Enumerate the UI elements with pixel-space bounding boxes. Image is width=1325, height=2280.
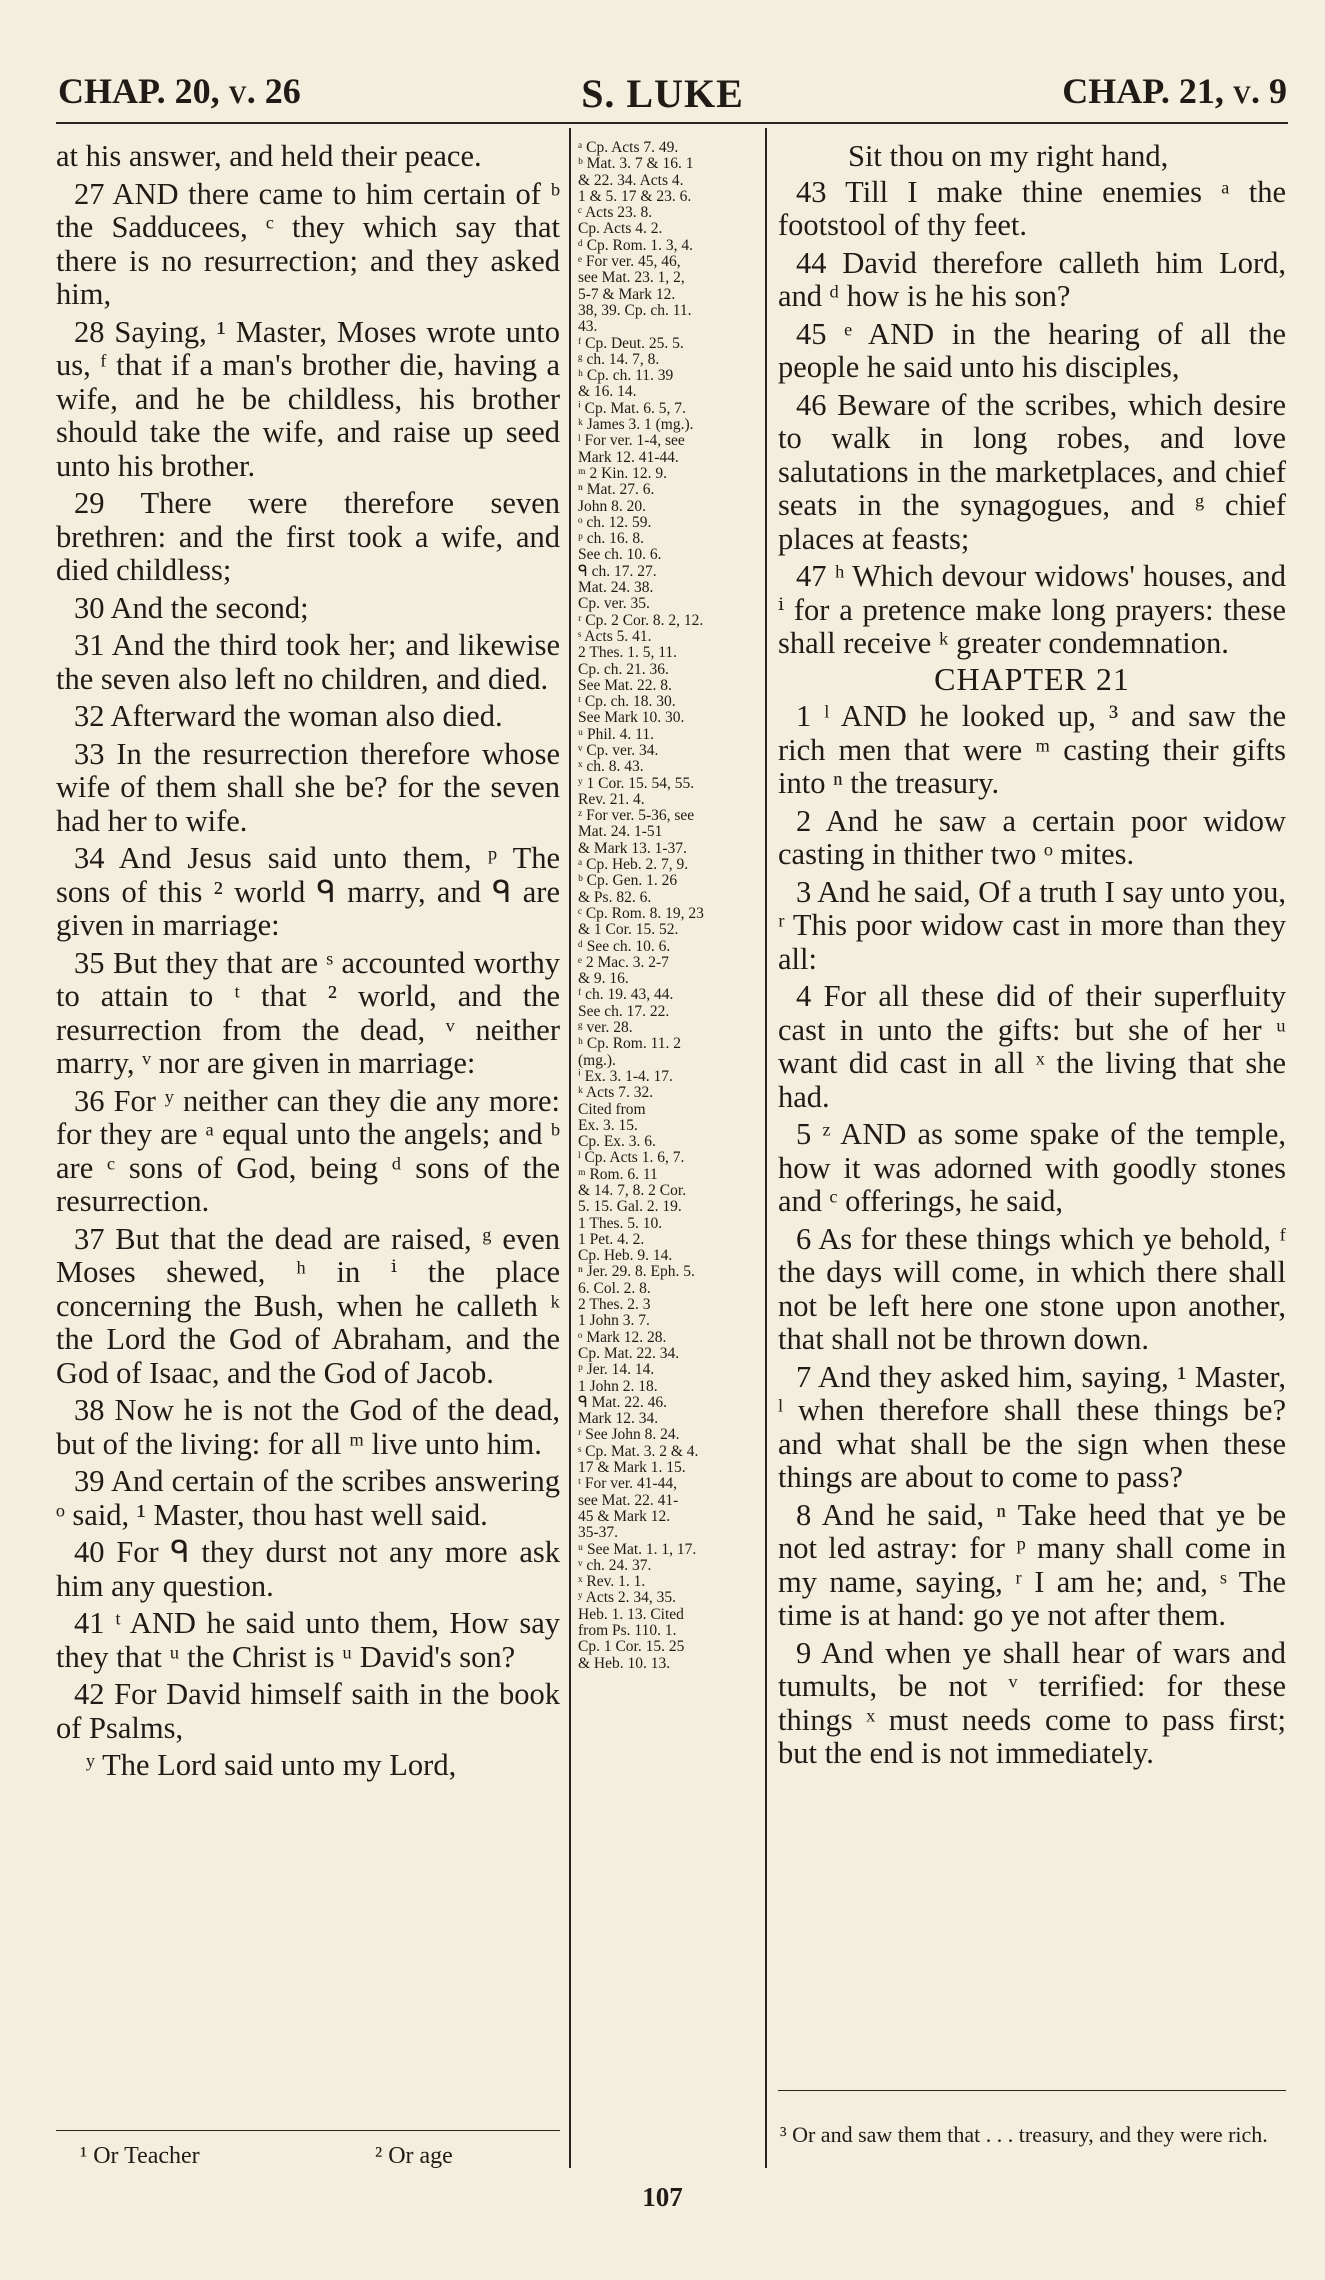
footnote-age: ² Or age — [375, 2143, 453, 2169]
cross-reference-line: ᵏ Acts 7. 32. — [578, 1084, 654, 1102]
cross-reference-line: & 16. 14. — [578, 383, 637, 401]
cross-reference-line: & 9. 16. — [578, 970, 629, 988]
cross-reference-line: ᵈ Cp. Rom. 1. 3, 4. — [578, 236, 694, 254]
cross-reference-line: Cp. ver. 35. — [578, 595, 650, 613]
verse: 3 And he said, Of a truth I say unto you, ʳ This poor widow cast in more than they all: — [778, 874, 1286, 976]
cross-reference-line: ᶜ Cp. Rom. 8. 19, 23 — [578, 904, 704, 922]
cross-reference-line: ᶜ Acts 23. 8. — [578, 204, 653, 222]
cross-reference-line: ᶠ ch. 19. 43, 44. — [578, 986, 674, 1004]
verse: 44 David therefore calleth him Lord, and ᵈ how is he his son? — [778, 245, 1286, 313]
header-rule — [56, 122, 1288, 124]
verse: 41 ᵗ AND he said unto them, How say they that ᵘ the Christ is ᵘ David's son? — [56, 1606, 560, 1674]
cross-reference-line: see Mat. 22. 41- — [578, 1491, 679, 1509]
cross-reference-line: (mg.). — [578, 1051, 616, 1069]
cross-reference-line: 1 & 5. 17 & 23. 6. — [578, 187, 692, 205]
running-head-right: CHAP. 21, v. 9 — [1062, 71, 1287, 111]
footnote-rule-left — [56, 2130, 560, 2131]
verse: 2 And he saw a certain poor widow casting in thither two ᵒ mites. — [778, 803, 1286, 871]
verse: 45 ᵉ AND in the hearing of all the people he said unto his disciples, — [778, 316, 1286, 384]
cross-reference-line: Mat. 24. 1-51 — [578, 823, 663, 841]
cross-reference-line: ᵉ For ver. 45, 46, — [578, 253, 681, 271]
cross-reference-line: ʰ Cp. Rom. 11. 2 — [578, 1035, 682, 1053]
cross-reference-line: ʸ Acts 2. 34, 35. — [578, 1589, 677, 1607]
cross-reference-line: 17 & Mark 1. 15. — [578, 1459, 686, 1477]
cross-reference-line: & Heb. 10. 13. — [578, 1654, 671, 1672]
cross-reference-line: ⁿ Mat. 27. 6. — [578, 481, 655, 499]
cross-reference-line: Mark 12. 34. — [578, 1410, 659, 1428]
cross-reference-line: ᑫ Mat. 22. 46. — [578, 1393, 667, 1411]
cross-reference-line: Cp. ch. 21. 36. — [578, 660, 669, 678]
verse: ʸ The Lord said unto my Lord, — [86, 1748, 457, 1782]
page-number: 107 — [642, 2182, 683, 2212]
cross-reference-line: ᵛ Cp. ver. 34. — [578, 741, 659, 759]
cross-reference-line: & 22. 34. Acts 4. — [578, 171, 684, 189]
cross-reference-line: ⁱ Ex. 3. 1-4. 17. — [578, 1067, 673, 1085]
cross-reference-line: ᵏ James 3. 1 (mg.). — [578, 416, 694, 434]
column-rule-right — [765, 128, 767, 2168]
column-rule-left — [569, 128, 571, 2168]
cross-reference-line: 1 Thes. 5. 10. — [578, 1214, 663, 1232]
verse: 8 And he said, ⁿ Take heed that ye be not led astray: for ᵖ many shall come in my name, saying, ʳ I am he; and, ˢ The time is at hand: go ye not after them. — [778, 1497, 1286, 1632]
cross-reference-line: ʳ Cp. 2 Cor. 8. 2, 12. — [578, 611, 704, 629]
cross-reference-line: ᵘ Phil. 4. 11. — [578, 725, 654, 743]
cross-reference-line: 6. Col. 2. 8. — [578, 1279, 651, 1297]
verse: at his answer, and held their peace. — [56, 139, 482, 173]
cross-reference-line: ᵉ 2 Mac. 3. 2-7 — [578, 953, 669, 971]
footnote-rule-right — [778, 2090, 1286, 2091]
cross-reference-line: ˡ Cp. Acts 1. 6, 7. — [578, 1149, 685, 1167]
cross-reference-column — [578, 140, 758, 1672]
cross-reference-line: Rev. 21. 4. — [578, 790, 645, 808]
cross-reference-line: ˣ Rev. 1. 1. — [578, 1573, 646, 1591]
verse: 43 Till I make thine enemies ᵃ the footstool of thy feet. — [778, 174, 1286, 242]
cross-reference-line: ˣ ch. 8. 43. — [578, 758, 644, 776]
cross-reference-line: ʰ Cp. ch. 11. 39 — [578, 367, 674, 385]
cross-reference-line: ᵖ ch. 16. 8. — [578, 530, 644, 548]
cross-reference-line: Cp. Heb. 9. 14. — [578, 1247, 673, 1265]
chapter-heading: CHAPTER 21 — [934, 660, 1130, 697]
cross-reference-line: ⁿ Jer. 29. 8. Eph. 5. — [578, 1263, 695, 1281]
verse: 37 But that the dead are raised, ᵍ even Moses shewed, ʰ in ⁱ the place concerning the Bush, when he calleth ᵏ the Lord the God of Abraham, and the God of Isaac, and the God of Jacob. — [56, 1221, 560, 1390]
verse: 1 ˡ AND he looked up, ³ and saw the rich men that were ᵐ casting their gifts into ⁿ the treasury. — [778, 699, 1286, 800]
verse: Sit thou on my right hand, — [848, 139, 1169, 173]
cross-reference-line: ᵛ ch. 24. 37. — [578, 1556, 652, 1574]
verse: 7 And they asked him, saying, ¹ Master, ˡ when therefore shall these things be? and what shall be the sign when these things are about to come to pass? — [778, 1359, 1286, 1494]
cross-reference-line: ᶻ For ver. 5-36, see — [578, 807, 695, 825]
cross-reference-line: & 1 Cor. 15. 52. — [578, 921, 679, 939]
verse: 4 For all these did of their superfluity cast in unto the gifts: but she of her ᵘ want did cast in all ˣ the living that she had. — [778, 979, 1286, 1114]
cross-reference-line: Heb. 1. 13. Cited — [578, 1605, 684, 1623]
verse: 34 And Jesus said unto them, ᵖ The sons of this ² world ᑫ marry, and ᑫ are given in marriage: — [56, 841, 560, 942]
cross-reference-line: See Mark 10. 30. — [578, 709, 685, 727]
cross-reference-line: ᵍ ver. 28. — [578, 1019, 633, 1037]
verse: 31 And the third took her; and likewise the seven also left no children, and died. — [56, 628, 560, 696]
cross-reference-line: See Mat. 22. 8. — [578, 676, 672, 694]
cross-reference-line: ⁱ Cp. Mat. 6. 5, 7. — [578, 399, 686, 417]
cross-reference-line: ᵍ ch. 14. 7, 8. — [578, 350, 660, 368]
right-text-column — [778, 140, 1286, 1771]
verse: 46 Beware of the scribes, which desire to walk in long robes, and love salutations in the marketplaces, and chief seats in the synagogues, and ᵍ chief places at feasts; — [778, 387, 1286, 556]
cross-reference-line: Cp. Ex. 3. 6. — [578, 1133, 656, 1151]
cross-reference-line: 2 Thes. 1. 5, 11. — [578, 644, 678, 662]
verse: 27 AND there came to him certain of ᵇ the Sadducees, ᶜ they which say that there is no resurrection; and they asked him, — [56, 176, 560, 311]
cross-reference-line: 45 & Mark 12. — [578, 1507, 671, 1525]
cross-reference-line: ʳ See John 8. 24. — [578, 1426, 680, 1444]
verse: 40 For ᑫ they durst not any more ask him any question. — [56, 1535, 560, 1603]
cross-reference-line: See ch. 10. 6. — [578, 546, 662, 564]
cross-reference-line: ᵐ Rom. 6. 11 — [578, 1165, 658, 1183]
footnote-teacher: ¹ Or Teacher — [80, 2143, 200, 2169]
running-head-book: S. LUKE — [581, 71, 744, 116]
cross-reference-line: Cited from — [578, 1100, 646, 1118]
cross-reference-line: 1 John 3. 7. — [578, 1312, 650, 1330]
cross-reference-line: Cp. 1 Cor. 15. 25 — [578, 1638, 685, 1656]
verse: 5 ᶻ AND as some spake of the temple, how it was adorned with goodly stones and ᶜ offerings, he said, — [778, 1117, 1286, 1218]
cross-reference-line: 5-7 & Mark 12. — [578, 285, 676, 303]
cross-reference-line: See ch. 17. 22. — [578, 1002, 670, 1020]
cross-reference-line: ᶠ Cp. Deut. 25. 5. — [578, 334, 684, 352]
cross-reference-line: ᑫ ch. 17. 27. — [578, 562, 657, 580]
cross-reference-line: ˢ Acts 5. 41. — [578, 627, 652, 645]
verse: 39 And certain of the scribes answering ᵒ said, ¹ Master, thou hast well said. — [56, 1464, 560, 1532]
verse: 30 And the second; — [74, 590, 309, 625]
cross-reference-line: Ex. 3. 15. — [578, 1116, 638, 1134]
cross-reference-line: ᵗ Cp. ch. 18. 30. — [578, 693, 676, 711]
cross-reference-line: Mark 12. 41-44. — [578, 448, 679, 466]
running-head-left: CHAP. 20, v. 26 — [58, 71, 301, 111]
verse: 38 Now he is not the God of the dead, but of the living: for all ᵐ live unto him. — [56, 1393, 560, 1461]
cross-reference-line: ᵒ ch. 12. 59. — [578, 513, 652, 531]
cross-reference-line: ᵘ See Mat. 1. 1, 17. — [578, 1540, 697, 1558]
verse: 9 And when ye shall hear of wars and tumults, be not ᵛ terrified: for these things ˣ must needs come to pass first; but the end is not immediately. — [778, 1635, 1286, 1770]
cross-reference-line: 1 John 2. 18. — [578, 1377, 658, 1395]
cross-reference-line: see Mat. 23. 1, 2, — [578, 269, 685, 287]
cross-reference-line: ᵐ 2 Kin. 12. 9. — [578, 464, 667, 482]
cross-reference-line: ᵇ Mat. 3. 7 & 16. 1 — [578, 155, 694, 173]
cross-reference-line: ᵈ See ch. 10. 6. — [578, 937, 671, 955]
cross-reference-line: ᵖ Jer. 14. 14. — [578, 1361, 655, 1379]
cross-reference-line: & Mark 13. 1-37. — [578, 839, 687, 857]
cross-reference-line: ᵗ For ver. 41-44, — [578, 1475, 677, 1493]
cross-reference-line: ᵃ Cp. Heb. 2. 7, 9. — [578, 856, 689, 874]
verse: 47 ʰ Which devour widows' houses, and ⁱ for a pretence make long prayers: these shall receive ᵏ greater condemnation. — [778, 559, 1286, 660]
verse: 32 Afterward the woman also died. — [74, 699, 503, 733]
cross-reference-line: & Ps. 82. 6. — [578, 888, 652, 906]
left-text-column — [56, 140, 560, 1783]
cross-reference-line: 2 Thes. 2. 3 — [578, 1296, 651, 1314]
cross-reference-line: ʸ 1 Cor. 15. 54, 55. — [578, 774, 695, 792]
cross-reference-line: 1 Pet. 4. 2. — [578, 1230, 645, 1248]
cross-reference-line: ᵃ Cp. Acts 7. 49. — [578, 139, 679, 156]
cross-reference-line: ᵇ Cp. Gen. 1. 26 — [578, 872, 678, 890]
cross-reference-line: & 14. 7, 8. 2 Cor. — [578, 1182, 687, 1199]
cross-reference-line: 5. 15. Gal. 2. 19. — [578, 1198, 682, 1216]
verse: 28 Saying, ¹ Master, Moses wrote unto us, ᶠ that if a man's brother die, having a wife, and he be childless, his brother should take the wife, and raise up seed unto his brother. — [56, 314, 560, 483]
cross-reference-line: ˡ For ver. 1-4, see — [578, 432, 685, 450]
verse: 6 As for these things which ye behold, ᶠ the days will come, in which there shall not be left here one stone upon another, that shall not be thrown down. — [778, 1221, 1286, 1356]
cross-reference-line: John 8. 20. — [578, 497, 647, 515]
verse: 33 In the resurrection therefore whose wife of them shall she be? for the seven had her to wife. — [56, 736, 560, 838]
verse: 36 For ʸ neither can they die any more: for they are ᵃ equal unto the angels; and ᵇ are ᶜ sons of God, being ᵈ sons of the resurrection. — [56, 1083, 560, 1218]
verse: 35 But they that are ˢ accounted worthy to attain to ᵗ that ² world, and the resurrection from the dead, ᵛ neither marry, ᵛ nor are given in marriage: — [56, 945, 560, 1080]
verse: 42 For David himself saith in the book of Psalms, — [56, 1677, 560, 1745]
verse: 29 There were therefore seven brethren: and the first took a wife, and died childless; — [56, 486, 560, 587]
cross-reference-line: from Ps. 110. 1. — [578, 1622, 677, 1640]
cross-reference-line: 43. — [578, 318, 598, 336]
cross-reference-line: Cp. Mat. 22. 34. — [578, 1344, 680, 1362]
footnote-right: ³ Or and saw them that . . . treasury, and they were rich. — [780, 2122, 1268, 2147]
cross-reference-line: 38, 39. Cp. ch. 11. — [578, 301, 692, 319]
cross-reference-line: ᵒ Mark 12. 28. — [578, 1328, 667, 1346]
cross-reference-line: 35-37. — [578, 1524, 619, 1542]
cross-reference-line: Mat. 24. 38. — [578, 579, 654, 597]
cross-reference-line: Cp. Acts 4. 2. — [578, 220, 663, 238]
cross-reference-line: ˢ Cp. Mat. 3. 2 & 4. — [578, 1442, 699, 1460]
